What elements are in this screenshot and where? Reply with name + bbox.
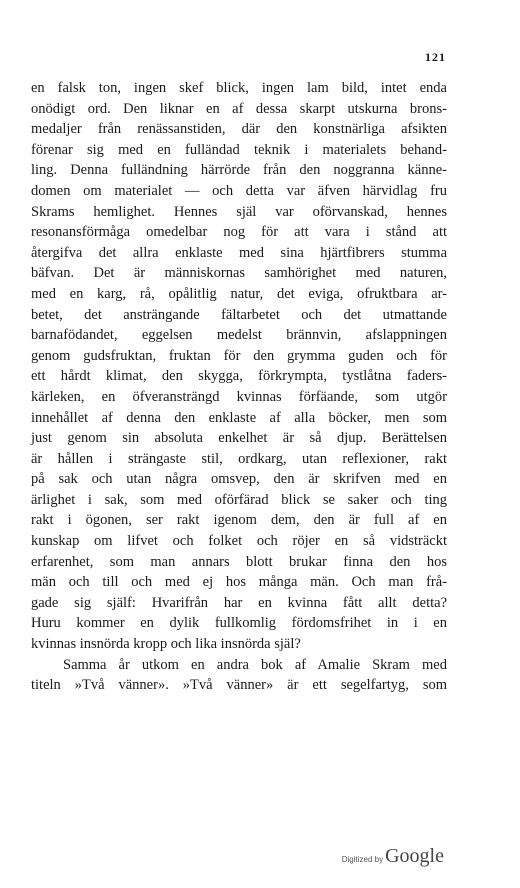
digitized-by-google-watermark (342, 845, 444, 868)
text-line: återgifva det allra enklaste med sina hjärtfibrers stumma (31, 244, 447, 261)
text-line: med en karg, rå, opålitlig natur, det eviga, ofruktbara ar- (31, 285, 447, 302)
text-line: rakt i ögonen, ser rakt igenom dem, den är full af en (31, 512, 447, 529)
text-line: just genom sin absoluta enkelhet är så djup. Berättelsen (31, 430, 447, 447)
text-line: titeln »Två vänner». »Två vänner» är ett segelfartyg, som (31, 677, 447, 694)
text-line: Skrams hemlighet. Hennes själ var oförvanskad, hennes (31, 203, 447, 220)
text-line: erfarenhet, som man annars blott brukar finna den hos (31, 553, 447, 570)
text-line: på sak och utan några omsvep, den är skrifven med en (31, 471, 447, 488)
text-line: kunskap om lifvet och folket och röjer en så vidsträckt (31, 533, 447, 550)
text-line: onödigt ord. Den liknar en af dessa skarpt utskurna brons- (31, 100, 447, 117)
text-line: innehållet af denna den enklaste af alla böcker, men som (31, 409, 447, 426)
text-line: kärleken, en öfveransträngd kvinnas förfäande, som utgör (31, 388, 447, 405)
text-line: män och till och med ej hos många män. Och man frå- (31, 574, 447, 591)
text-line: barnafödandet, eggelsen medelst brännvin, afslappningen (31, 327, 447, 344)
text-line: ling. Denna fulländning härrörde från den noggranna känne- (31, 162, 447, 179)
text-line: bäfvan. Det är människornas samhörighet med naturen, (31, 265, 447, 282)
text-line: förenar sig med en fulländad teknik i materialets behand- (31, 141, 447, 158)
text-line: genom gudsfruktan, fruktan för den grymma guden och för (31, 347, 447, 364)
text-line: domen om materialet — och detta var äfven härvidlag fru (31, 182, 447, 199)
text-line: kvinnas insnörda kropp och lika insnörda själ? (31, 636, 301, 653)
body-text (31, 78, 447, 696)
text-line: en falsk ton, ingen skef blick, ingen lam bild, intet enda (31, 80, 447, 96)
text-line: ärlighet i sak, som med oförfärad blick se saker och ting (31, 491, 447, 508)
text-line: ett hårdt klimat, den skygga, förkrympta, tystlåtna faders- (31, 368, 447, 385)
text-line: Huru kommer en dylik fullkomlig fördomsfrihet in i en (31, 615, 447, 632)
text-line: resonansförmåga omedelbar nog för att vara i stånd att (31, 224, 447, 241)
text-line: Samma år utkom en andra bok af Amalie Skram med (63, 656, 447, 673)
text-line: är hållen i strängaste stil, ordkarg, utan reflexioner, rakt (31, 450, 447, 467)
page-number: 121 (425, 50, 446, 64)
text-line: medaljer från renässanstiden, där den konstnärliga afsikten (31, 121, 447, 138)
google-logo: Google (385, 845, 444, 867)
text-line: betet, det ansträngande fältarbetet och det utmattande (31, 306, 447, 323)
text-line: gade sig själf: Hvarifrån har en kvinna fått allt detta? (31, 594, 447, 611)
watermark-digitized-label: Digitized by (341, 855, 384, 864)
